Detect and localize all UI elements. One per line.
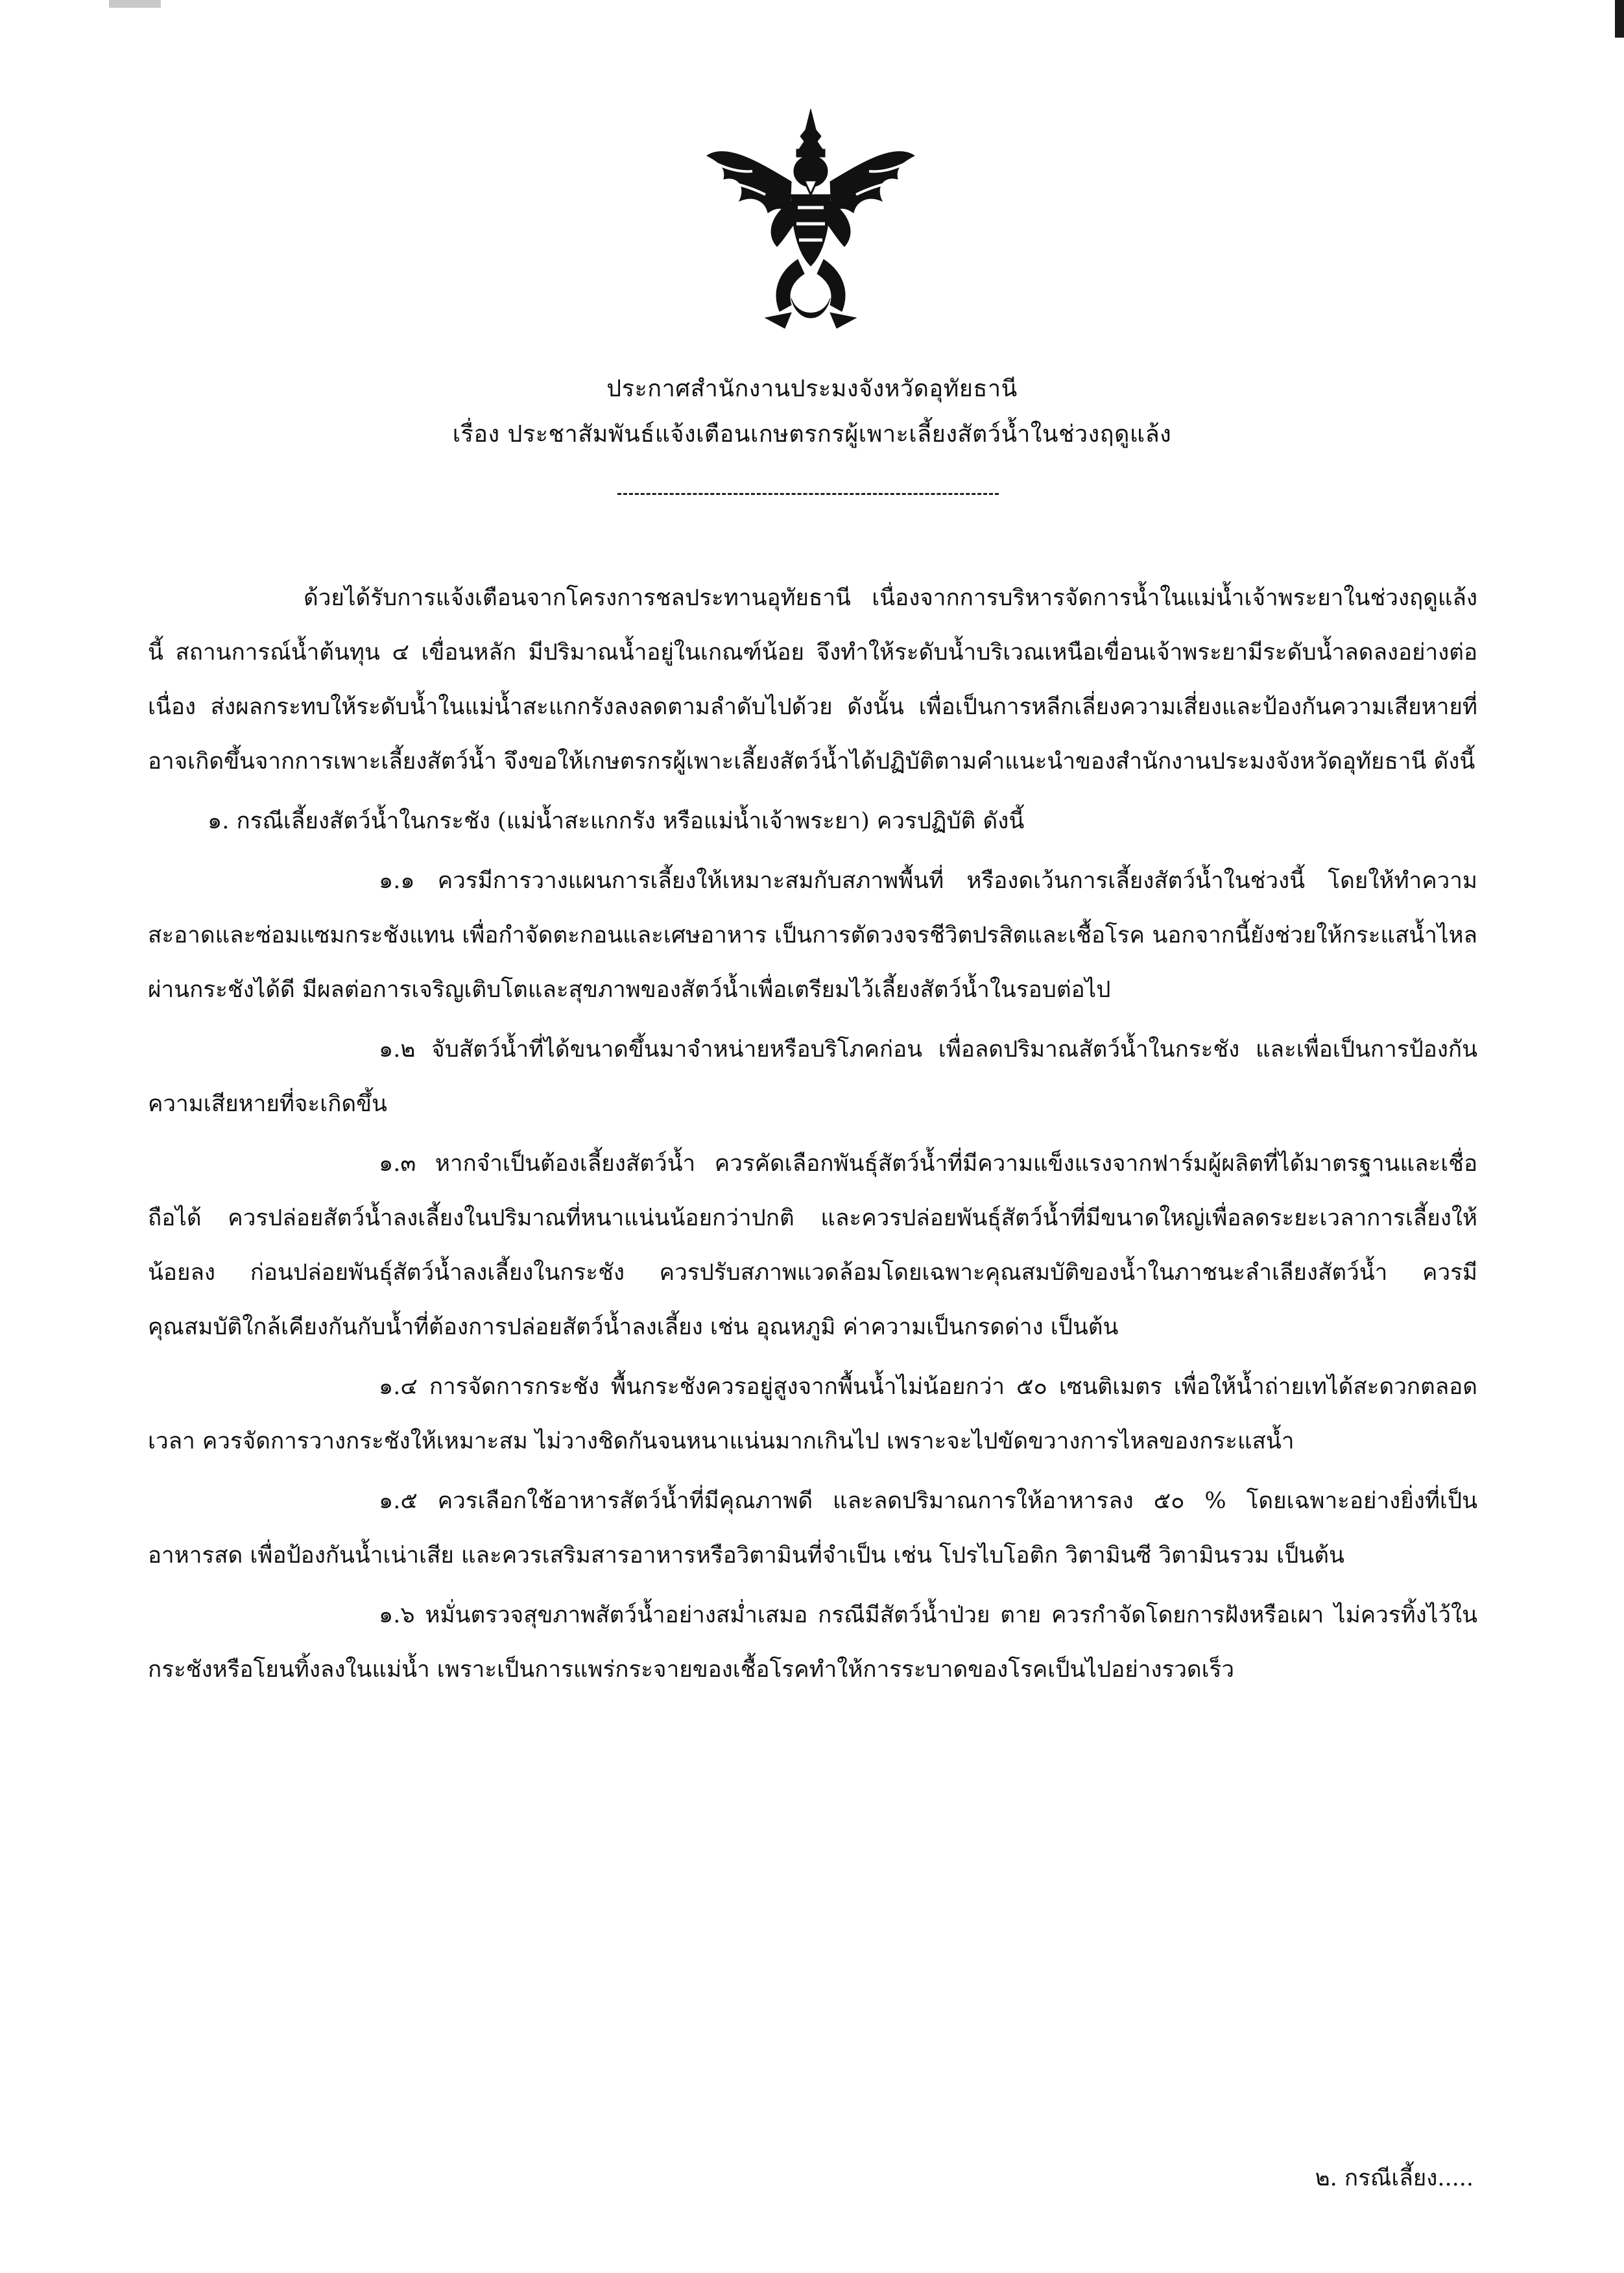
intro-paragraph: ด้วยได้รับการแจ้งเตือนจากโครงการชลประทานอุทัยธานี เนื่องจากการบริหารจัดการน้ำในแม่น้ำเจ้าพระยาในช่วงฤดูแล้งนี้ สถานการณ์น้ำต้นทุน ๔ เขื่อนหลัก มีปริมาณน้ำอยู่ในเกณฑ์น้อย จึงทำให้ระดับน้ำบริเวณเหนือเขื่อนเจ้าพระยามีระดับน้ำลดลงอย่างต่อเนื่อง ส่งผลกระทบให้ระดับน้ำในแม่น้ำสะแกกรังลงลดตามลำดับไปด้วย ดังนั้น เพื่อเป็นการหลีกเลี่ยงความเสี่ยงและป้องกันความเสียหายที่อาจเกิดขึ้นจากการเพาะเลี้ยงสัตว์น้ำ จึงขอให้เกษตรกรผู้เพาะเลี้ยงสัตว์น้ำได้ปฏิบัติตามคำแนะนำของสำนักงานประมงจังหวัดอุทัยธานี ดังนี้ [148,585,1477,775]
document-body [148,571,1477,1702]
scan-edge-mark [1615,0,1624,38]
list-item: ๑.๖ หมั่นตรวจสุขภาพสัตว์น้ำอย่างสม่ำเสมอ กรณีมีสัตว์น้ำป่วย ตาย ควรกำจัดโดยการฝังหรือเผา ไม่ควรทิ้งไว้ในกระชังหรือโยนทิ้งลงในแม่น้ำ เพราะเป็นการแพร่กระจายของเชื้อโรคทำให้การระบาดของโรคเป็นไปอย่างรวดเร็ว [148,1602,1477,1683]
announcement-subject: เรื่อง ประชาสัมพันธ์แจ้งเตือนเกษตรกรผู้เพาะเลี้ยงสัตว์น้ำในช่วงฤดูแล้ง [452,421,1172,448]
section-heading: ๑. กรณีเลี้ยงสัตว์น้ำในกระชัง (แม่น้ำสะแกกรัง หรือแม่น้ำเจ้าพระยา) ควรปฏิบัติ ดังนี้ [208,808,1025,834]
list-item: ๑.๔ การจัดการกระชัง พื้นกระชังควรอยู่สูงจากพื้นน้ำไม่น้อยกว่า ๕๐ เซนติเมตร เพื่อให้น้ำถ่ายเทได้สะดวกตลอดเวลา ควรจัดการวางกระชังให้เหมาะสม ไม่วางชิดกันจนหนาแน่นมากเกินไป เพราะจะไปขัดขวางการไหลของกระแสน้ำ [148,1374,1477,1454]
continuation-note: ๒. กรณีเลี้ยง..... [1315,2165,1474,2191]
list-item: ๑.๕ ควรเลือกใช้อาหารสัตว์น้ำที่มีคุณภาพดี และลดปริมาณการให้อาหารลง ๕๐ % โดยเฉพาะอย่างยิ่งที่เป็นอาหารสด เพื่อป้องกันน้ำเน่าเสีย และควรเสริมสารอาหารหรือวิตามินที่จำเป็น เช่น โปรไบโอติก วิตามินซี วิตามินรวม เป็นต้น [148,1488,1477,1569]
list-item: ๑.๓ หากจำเป็นต้องเลี้ยงสัตว์น้ำ ควรคัดเลือกพันธุ์สัตว์น้ำที่มีความแข็งแรงจากฟาร์มผู้ผลิตที่ได้มาตรฐานและเชื่อถือได้ ควรปล่อยสัตว์น้ำลงเลี้ยงในปริมาณที่หนาแน่นน้อยกว่าปกติ และควรปล่อยพันธุ์สัตว์น้ำที่มีขนาดใหญ่เพื่อลดระยะเวลาการเลี้ยงให้น้อยลง ก่อนปล่อยพันธุ์สัตว์น้ำลงเลี้ยงในกระชัง ควรปรับสภาพแวดล้อมโดยเฉพาะคุณสมบัติของน้ำในภาชนะลำเลียงสัตว์น้ำ ควรมีคุณสมบัติใกล้เคียงกันกับน้ำที่ต้องการปล่อยสัตว์น้ำลงเลี้ยง เช่น อุณหภูมิ ค่าความเป็นกรดด่าง เป็นต้น [148,1151,1477,1340]
title-divider [617,493,999,495]
announcement-title: ประกาศสำนักงานประมงจังหวัดอุทัยธานี [606,376,1018,402]
scan-edge-mark-top [109,0,161,8]
list-item: ๑.๒ จับสัตว์น้ำที่ได้ขนาดขึ้นมาจำหน่ายหรือบริโภคก่อน เพื่อลดปริมาณสัตว์น้ำในกระชัง และเพื่อเป็นการป้องกันความเสียหายที่จะเกิดขึ้น [148,1037,1477,1117]
list-item: ๑.๑ ควรมีการวางแผนการเลี้ยงให้เหมาะสมกับสภาพพื้นที่ หรืองดเว้นการเลี้ยงสัตว์น้ำในช่วงนี้ โดยให้ทำความสะอาดและซ่อมแซมกระชังแทน เพื่อกำจัดตะกอนและเศษอาหาร เป็นการตัดวงจรชีวิตปรสิตและเชื้อโรค นอกจากนี้ยังช่วยให้กระแสน้ำไหลผ่านกระชังได้ดี มีผลต่อการเจริญเติบโตและสุขภาพของสัตว์น้ำเพื่อเตรียมไว้เลี้ยงสัตว์น้ำในรอบต่อไป [148,868,1477,1003]
garuda-emblem-icon [700,104,921,337]
